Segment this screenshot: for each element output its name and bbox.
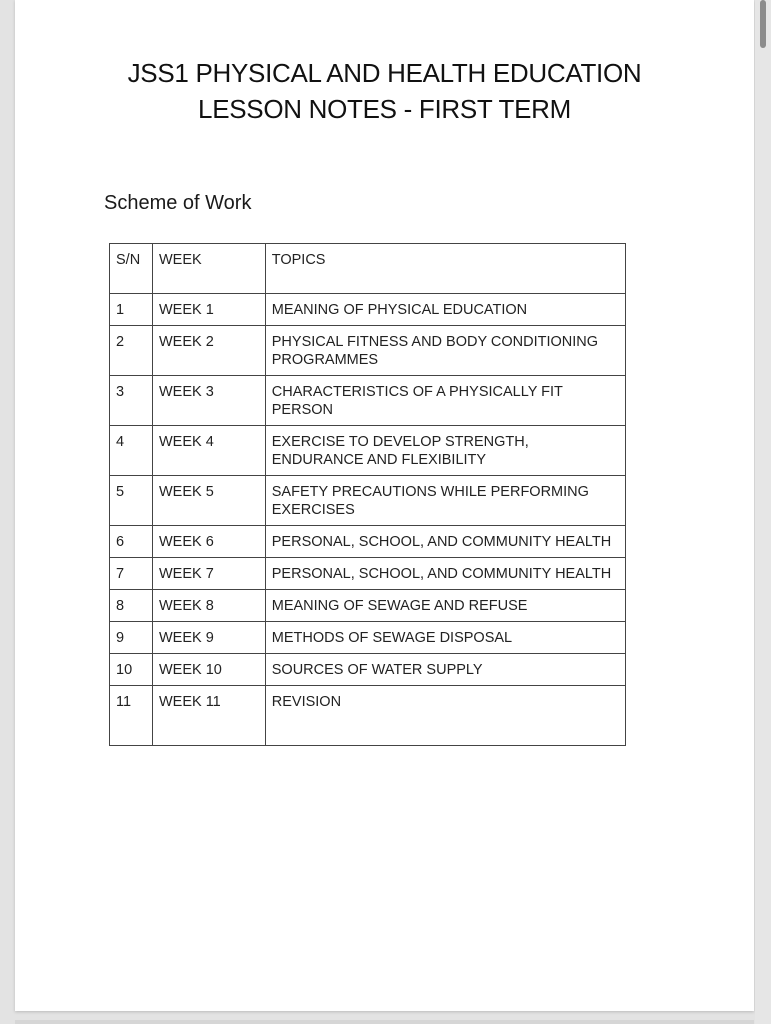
table-row xyxy=(110,326,626,376)
table-row xyxy=(110,654,626,686)
table-row xyxy=(110,476,626,526)
sn-cell: 11 xyxy=(110,686,153,746)
table-row xyxy=(110,558,626,590)
week-cell: WEEK 11 xyxy=(152,686,265,746)
sn-cell: 9 xyxy=(110,622,153,654)
table-row xyxy=(110,622,626,654)
table-row xyxy=(110,294,626,326)
sn-cell: 6 xyxy=(110,526,153,558)
topic-cell: SOURCES OF WATER SUPPLY xyxy=(265,654,625,686)
topic-cell: SAFETY PRECAUTIONS WHILE PERFORMING EXERCISES xyxy=(265,476,625,526)
topic-cell: PERSONAL, SCHOOL, AND COMMUNITY HEALTH xyxy=(265,558,625,590)
sn-cell: 2 xyxy=(110,326,153,376)
week-cell: WEEK 4 xyxy=(152,426,265,476)
table-row xyxy=(110,526,626,558)
table-row xyxy=(110,686,626,746)
scheme-of-work-table xyxy=(109,243,626,746)
week-cell: WEEK 10 xyxy=(152,654,265,686)
sn-cell: 4 xyxy=(110,426,153,476)
vertical-scrollbar[interactable] xyxy=(755,0,771,1024)
week-cell: WEEK 5 xyxy=(152,476,265,526)
header-week: WEEK xyxy=(152,244,265,294)
topic-cell: METHODS OF SEWAGE DISPOSAL xyxy=(265,622,625,654)
sn-cell: 10 xyxy=(110,654,153,686)
table-row xyxy=(110,426,626,476)
table-row xyxy=(110,590,626,622)
next-page-edge xyxy=(15,1020,754,1024)
week-cell: WEEK 6 xyxy=(152,526,265,558)
week-cell: WEEK 2 xyxy=(152,326,265,376)
topic-cell: REVISION xyxy=(265,686,625,746)
header-sn: S/N xyxy=(110,244,153,294)
document-page xyxy=(15,0,754,1011)
week-cell: WEEK 1 xyxy=(152,294,265,326)
sn-cell: 1 xyxy=(110,294,153,326)
title-line-1: JSS1 PHYSICAL AND HEALTH EDUCATION xyxy=(127,58,642,88)
table-header-row xyxy=(110,244,626,294)
topic-cell: PERSONAL, SCHOOL, AND COMMUNITY HEALTH xyxy=(265,526,625,558)
topic-cell: CHARACTERISTICS OF A PHYSICALLY FIT PERSON xyxy=(265,376,625,426)
sn-cell: 8 xyxy=(110,590,153,622)
week-cell: WEEK 7 xyxy=(152,558,265,590)
section-heading: Scheme of Work xyxy=(104,192,252,214)
document-title xyxy=(15,55,754,127)
topic-cell: EXERCISE TO DEVELOP STRENGTH, ENDURANCE AND FLEXIBILITY xyxy=(265,426,625,476)
header-topics: TOPICS xyxy=(265,244,625,294)
topic-cell: PHYSICAL FITNESS AND BODY CONDITIONING PROGRAMMES xyxy=(265,326,625,376)
title-line-2: LESSON NOTES - FIRST TERM xyxy=(198,94,571,124)
sn-cell: 5 xyxy=(110,476,153,526)
week-cell: WEEK 3 xyxy=(152,376,265,426)
scrollbar-thumb[interactable] xyxy=(760,0,766,48)
topic-cell: MEANING OF SEWAGE AND REFUSE xyxy=(265,590,625,622)
sn-cell: 3 xyxy=(110,376,153,426)
sn-cell: 7 xyxy=(110,558,153,590)
week-cell: WEEK 9 xyxy=(152,622,265,654)
topic-cell: MEANING OF PHYSICAL EDUCATION xyxy=(265,294,625,326)
table-row xyxy=(110,376,626,426)
week-cell: WEEK 8 xyxy=(152,590,265,622)
